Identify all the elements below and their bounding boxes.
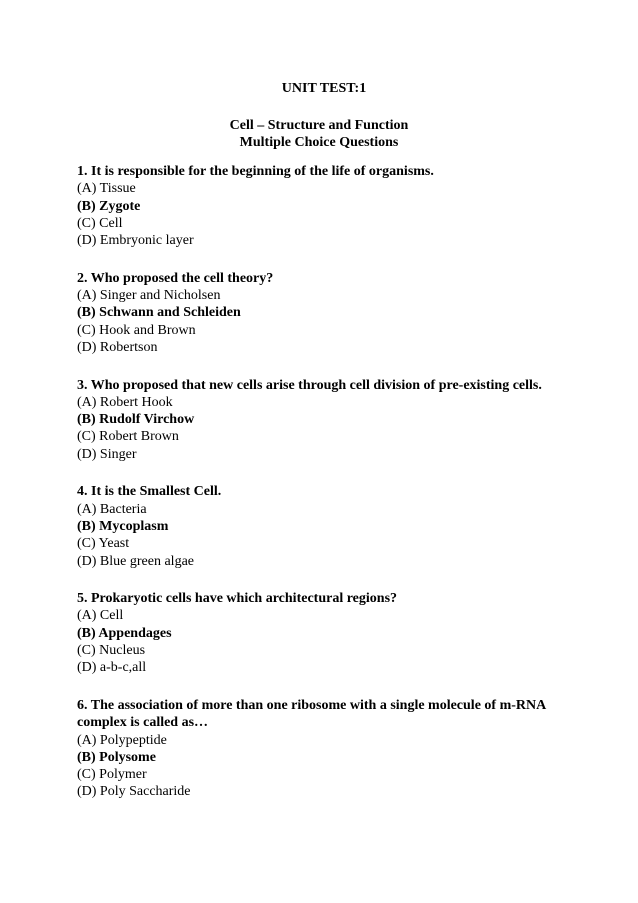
question-5 <box>77 587 567 676</box>
option-d: (D) Embryonic layer <box>77 233 194 249</box>
option-d: (D) Singer <box>77 446 137 462</box>
question-text: 1. It is responsible for the beginning of the life of organisms. <box>77 164 434 179</box>
question-2 <box>77 267 567 356</box>
subject-title: Cell – Structure and Function <box>229 118 409 133</box>
question-text: 5. Prokaryotic cells have which architectural regions? <box>77 591 398 607</box>
question-text: 3. Who proposed that new cells arise through cell division of pre-existing cells. <box>77 377 542 393</box>
question-6 <box>77 694 567 801</box>
option-a: (A) Polypeptide <box>77 732 167 748</box>
option-b-correct: (B) Zygote <box>77 198 141 214</box>
question-text: 6. The association of more than one ribosome with a single molecule of m-RNA complex is called as… <box>77 697 546 731</box>
option-a: (A) Robert Hook <box>77 394 173 410</box>
option-c: (C) Robert Brown <box>77 429 179 445</box>
option-a: (A) Tissue <box>77 181 136 197</box>
option-c: (C) Cell <box>77 215 123 231</box>
option-c: (C) Nucleus <box>77 643 146 659</box>
option-b-correct: (B) Schwann and Schleiden <box>77 305 241 321</box>
unit-title: UNIT TEST:1 <box>281 81 367 96</box>
option-d: (D) Blue green algae <box>77 553 194 569</box>
option-b-correct: (B) Rudolf Virchow <box>77 412 195 428</box>
option-d: (D) Poly Saccharide <box>77 784 191 800</box>
question-4 <box>77 480 567 569</box>
option-a: (A) Bacteria <box>77 501 147 517</box>
question-3 <box>77 374 567 463</box>
option-b-correct: (B) Appendages <box>77 625 172 641</box>
question-list <box>77 160 567 818</box>
option-a: (A) Cell <box>77 608 124 624</box>
option-c: (C) Yeast <box>77 536 130 552</box>
option-b-correct: (B) Mycoplasm <box>77 518 169 534</box>
question-text: 4. It is the Smallest Cell. <box>77 484 222 500</box>
option-b-correct: (B) Polysome <box>77 749 156 765</box>
question-type-title: Multiple Choice Questions <box>239 135 399 150</box>
option-c: (C) Hook and Brown <box>77 322 196 338</box>
option-c: (C) Polymer <box>77 767 147 783</box>
option-d: (D) a-b-c,all <box>77 660 147 676</box>
option-a: (A) Singer and Nicholsen <box>77 288 221 304</box>
question-1 <box>77 160 567 249</box>
option-d: (D) Robertson <box>77 339 158 355</box>
question-text: 2. Who proposed the cell theory? <box>77 270 274 286</box>
